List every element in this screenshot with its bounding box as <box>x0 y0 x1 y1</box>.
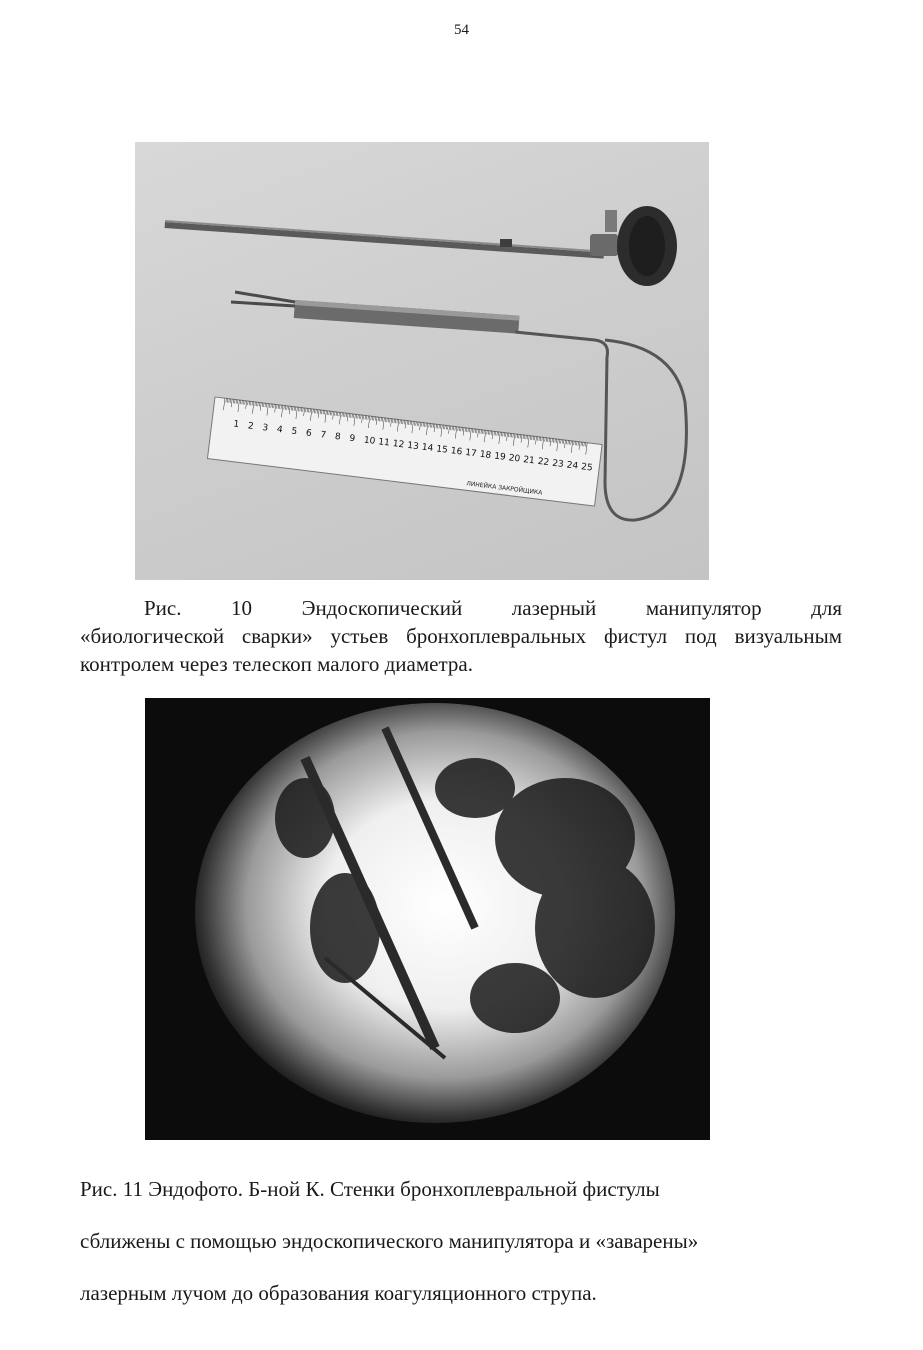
figure-11-caption-line-1: Рис. 11 Эндофото. Б-ной К. Стенки бронхоплевральной фистулы <box>80 1177 660 1201</box>
ruler-number: 9 <box>348 433 356 445</box>
ruler-number: 4 <box>276 424 284 436</box>
ruler-number: 1 <box>232 419 240 431</box>
figure-11-endophoto <box>145 698 710 1140</box>
ruler-number: 10 <box>363 435 376 447</box>
ruler-number: 19 <box>493 451 507 463</box>
figure-11-caption-line-3: лазерным лучом до образования коагуляционного струпа. <box>80 1281 597 1305</box>
ruler-number: 21 <box>522 455 536 467</box>
ruler-number: 16 <box>450 446 463 458</box>
ruler-number: 11 <box>377 437 391 449</box>
ruler-number: 25 <box>580 462 594 474</box>
ruler-number: 20 <box>508 453 521 465</box>
ruler-number: 17 <box>464 447 478 460</box>
ruler-number: 3 <box>261 423 269 434</box>
ruler-number: 8 <box>334 431 342 443</box>
ruler-number: 14 <box>421 442 434 454</box>
ruler-number: 24 <box>566 460 579 472</box>
ruler-drawing <box>207 397 602 506</box>
page-number: 54 <box>454 22 469 38</box>
ruler-number: 2 <box>247 421 255 432</box>
figure-10-caption <box>80 594 842 678</box>
endophoto-illustration <box>145 698 710 1140</box>
ruler-number: 6 <box>305 428 313 440</box>
figure-10-caption-rest: «биологической сварки» устьев бронхоплевральных фистул под визуальным контролем через телескоп малого диаметра. <box>80 624 842 676</box>
ruler-label: ЛИНЕЙКА ЗАКРОЙЩИКА <box>465 480 543 497</box>
ruler-number: 23 <box>551 458 565 470</box>
figure-11-caption-line-2: сближены с помощью эндоскопического манипулятора и «заварены» <box>80 1229 699 1253</box>
ruler-number: 7 <box>319 430 327 441</box>
ruler-number: 5 <box>290 426 298 438</box>
instrument-photo-illustration <box>135 142 709 580</box>
figure-10-caption-line-1: Рис. 10 Эндоскопический лазерный манипулятор для <box>144 596 842 620</box>
figure-11-caption <box>80 1163 840 1319</box>
ruler-number: 12 <box>392 439 405 451</box>
ruler-number: 13 <box>406 440 420 453</box>
ruler-number: 15 <box>435 444 449 456</box>
telescope-drawing <box>165 206 677 286</box>
ruler-number: 22 <box>537 456 550 469</box>
ruler-number: 18 <box>479 449 492 462</box>
figure-10-photo <box>135 142 709 580</box>
